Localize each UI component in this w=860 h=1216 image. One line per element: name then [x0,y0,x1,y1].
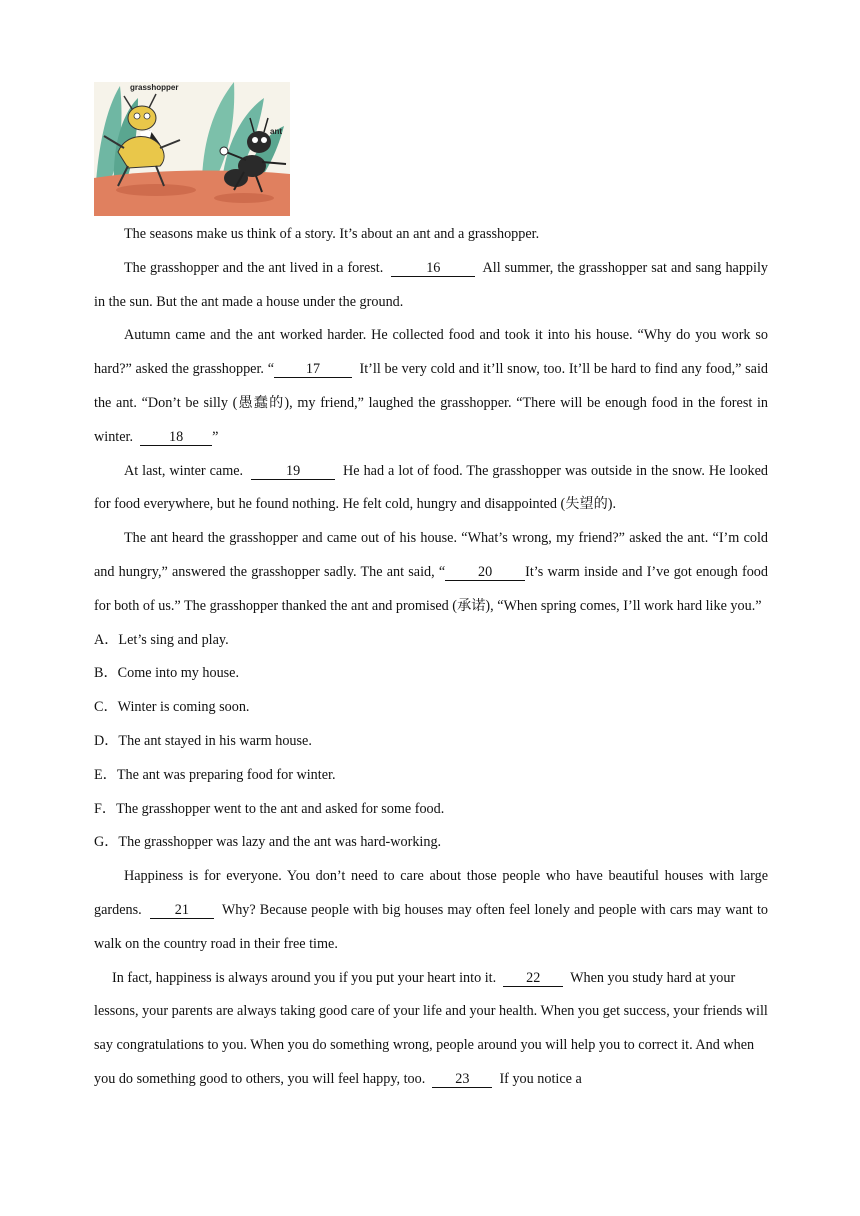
story-paragraph-2: The grasshopper and the ant lived in a forest. 16 All summer, the grasshopper sat and sang happily in the sun. But the ant made a house under the ground. [94,259,769,310]
passage-body [94,218,768,1097]
story-paragraph-4: At last, winter came. 19 He had a lot of food. The grasshopper was outside in the snow. He looked for food everywhere, but he found nothing. He felt cold, hungry and disappointed (失望的). [94,462,768,513]
option-f: F．The grasshopper went to the ant and asked for some food. [94,800,445,817]
blank-21: 21 [150,903,214,919]
ant-label: ant [270,127,282,136]
blank-17: 17 [274,362,352,378]
option-d: D．The ant stayed in his warm house. [94,732,312,749]
blank-16: 16 [391,261,475,277]
blank-23: 23 [432,1072,492,1088]
passage2-paragraph-2: In fact, happiness is always around you if you put your heart into it. 22 When you study hard at your lessons, your parents are always taking good care of your life and your health. When you get success, your friends will say congratulations to you. When you do something wrong, people around you will help you to correct it. And when you do something good to others, you will feel happy, too. 23 If you notice a [94,969,768,1087]
story-paragraph-1: The seasons make us think of a story. It’s about an ant and a grasshopper. [124,226,540,242]
story-paragraph-5: The ant heard the grasshopper and came out of his house. “What’s wrong, my friend?” asked the ant. “I’m cold and hungry,” answered the grasshopper sadly. The ant said, “ 20 It’s warm inside and I’ve got enough food for both of us.” The grasshopper thanked the ant and promised (承诺), “When spring comes, I’ll work hard like you.” [94,530,768,614]
blank-20: 20 [445,565,525,581]
story-paragraph-3: Autumn came and the ant worked harder. He collected food and took it into his house. “Why do you work so hard?” asked the grasshopper. “ 17 It’ll be very cold and it’ll snow, too. It’ll be hard to find any food,” said the ant. “Don’t be silly (愚蠢的), my friend,” laughed the grasshopper. “There will be enough food in the forest in winter. 18 ” [94,327,769,445]
option-e: E．The ant was preparing food for winter. [94,766,336,783]
option-a: A．Let’s sing and play. [94,631,229,648]
blank-18: 18 [140,430,212,446]
passage2-paragraph-1: Happiness is for everyone. You don’t need to care about those people who have beautiful houses with large gardens. 21 Why? Because people with big houses may often feel lonely and people with cars may want to walk on the country road in their free time. [94,868,768,952]
option-b: B．Come into my house. [94,665,240,682]
blank-19: 19 [251,464,335,480]
option-g: G．The grasshopper was lazy and the ant was hard-working. [94,834,442,851]
option-c: C．Winter is coming soon. [94,699,250,716]
blank-22: 22 [503,971,563,987]
story-illustration [94,82,290,216]
grasshopper-label: grasshopper [130,83,179,92]
